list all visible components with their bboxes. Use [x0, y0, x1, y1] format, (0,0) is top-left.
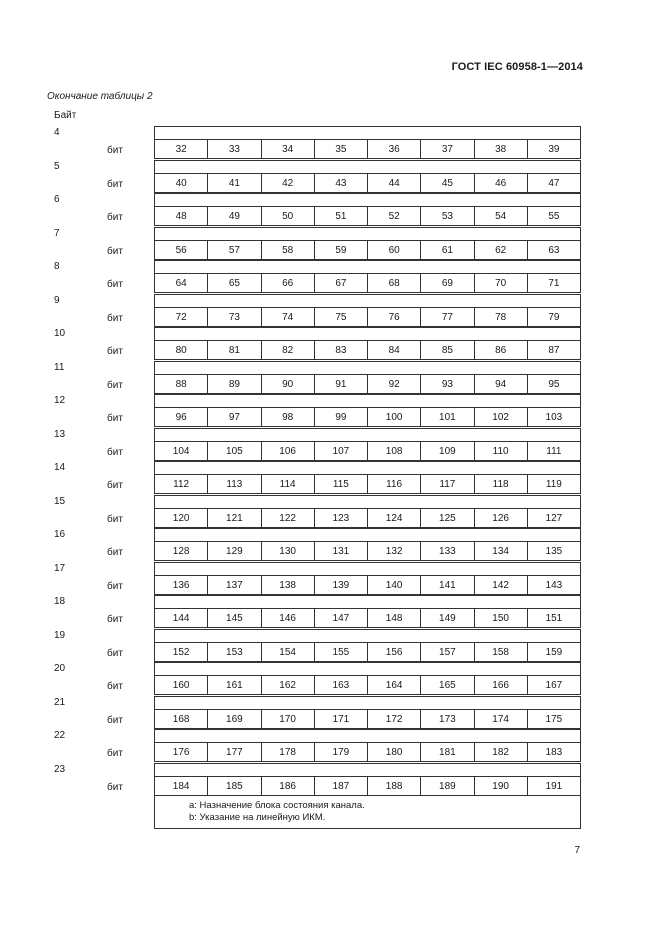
- bit-cell: 81: [207, 341, 260, 359]
- bit-cell: 141: [420, 576, 473, 594]
- bit-cell: 126: [474, 509, 527, 527]
- bit-cell: 69: [420, 274, 473, 292]
- bit-cell: 187: [314, 777, 367, 795]
- bit-cell: 172: [367, 710, 420, 728]
- bit-cell: 157: [420, 643, 473, 661]
- bit-number-row: [154, 206, 581, 226]
- bit-cell: 104: [172, 445, 190, 457]
- bit-cell: 156: [367, 643, 420, 661]
- byte-block: [54, 696, 581, 730]
- byte-block: [54, 528, 581, 562]
- bit-cell: 191: [527, 777, 580, 795]
- bit-cell: 186: [261, 777, 314, 795]
- bit-cell: 65: [207, 274, 260, 292]
- bit-row-label: бит: [107, 413, 123, 424]
- bit-row-label: бит: [107, 212, 123, 223]
- bit-cell: 147: [314, 609, 367, 627]
- bit-row-label: бит: [107, 714, 123, 726]
- bit-cell: 182: [474, 743, 527, 761]
- byte-number: 7: [54, 227, 60, 239]
- byte-block: [54, 126, 581, 160]
- bit-cell: 176: [172, 747, 190, 758]
- byte-number: 12: [54, 395, 66, 406]
- byte-block: [54, 327, 581, 361]
- bit-cell: 124: [367, 509, 420, 527]
- byte-value-row: [154, 729, 581, 742]
- bit-cell: 37: [420, 140, 473, 158]
- byte-value-row: [154, 662, 581, 675]
- bit-cell: 49: [207, 207, 260, 225]
- bit-cell: 168: [172, 713, 190, 725]
- byte-value-row: [154, 528, 581, 541]
- bit-row-label: бит: [107, 178, 123, 190]
- bit-cell: 97: [207, 408, 260, 426]
- byte-number: 17: [54, 562, 66, 574]
- bit-cell: 59: [314, 241, 367, 259]
- bit-cell: 127: [527, 509, 580, 527]
- bit-cell: 120: [172, 512, 190, 524]
- byte-block: [54, 629, 581, 663]
- bit-cell: 121: [207, 509, 260, 527]
- bit-number-row: [154, 173, 581, 193]
- bit-cell: 179: [314, 743, 367, 761]
- bit-number-row: [154, 407, 581, 427]
- bit-cell: 111: [527, 442, 580, 460]
- bit-cell: 99: [314, 408, 367, 426]
- byte-block: [54, 562, 581, 596]
- bit-cell: 148: [367, 609, 420, 627]
- bit-cell: 161: [207, 676, 260, 694]
- bit-cell: 53: [420, 207, 473, 225]
- bit-row-label: бит: [107, 446, 123, 458]
- bit-row-label: бит: [107, 647, 123, 659]
- bit-cell: 152: [172, 646, 190, 658]
- footnote: a: Назначение блока состояния канала.: [189, 800, 365, 811]
- bit-cell: 56: [175, 244, 187, 256]
- bit-cell: 138: [261, 576, 314, 594]
- bit-cell: 38: [474, 140, 527, 158]
- bit-cell: 110: [474, 442, 527, 460]
- bit-table: [54, 126, 581, 829]
- byte-number: 4: [54, 127, 60, 138]
- bit-cell: 36: [367, 140, 420, 158]
- bit-cell: 136: [172, 579, 190, 591]
- byte-block: [54, 763, 581, 797]
- bit-row-label: бит: [107, 312, 123, 324]
- bit-cell: 184: [172, 780, 190, 792]
- byte-value-row: [154, 193, 581, 206]
- bit-cell: 146: [261, 609, 314, 627]
- byte-value-row: [154, 428, 581, 441]
- byte-value-row: [154, 394, 581, 407]
- byte-value-row: [154, 294, 581, 307]
- bit-cell: 167: [527, 676, 580, 694]
- bit-cell: 178: [261, 743, 314, 761]
- bit-row-label: бит: [107, 346, 123, 357]
- bit-cell: 68: [367, 274, 420, 292]
- bit-cell: 134: [474, 542, 527, 560]
- bit-row-label: бит: [107, 547, 123, 558]
- bit-cell: 48: [175, 211, 187, 222]
- bit-cell: 158: [474, 643, 527, 661]
- bit-cell: 151: [527, 609, 580, 627]
- bit-number-row: [154, 675, 581, 695]
- bit-row-label: бит: [107, 279, 123, 290]
- bit-cell: 35: [314, 140, 367, 158]
- bit-cell: 73: [207, 308, 260, 326]
- bit-cell: 107: [314, 442, 367, 460]
- bit-row-label: бит: [107, 580, 123, 592]
- bit-cell: 39: [527, 140, 580, 158]
- bit-cell: 103: [527, 408, 580, 426]
- byte-block: [54, 294, 581, 328]
- byte-value-row: [154, 461, 581, 474]
- bit-cell: 77: [420, 308, 473, 326]
- bit-cell: 74: [261, 308, 314, 326]
- bit-number-row: [154, 139, 581, 159]
- bit-cell: 139: [314, 576, 367, 594]
- bit-cell: 149: [420, 609, 473, 627]
- bit-row-label: бит: [107, 513, 123, 525]
- bit-cell: 40: [175, 177, 187, 189]
- bit-cell: 118: [474, 475, 527, 493]
- bit-cell: 70: [474, 274, 527, 292]
- bit-row-label: бит: [107, 681, 123, 692]
- bit-cell: 133: [420, 542, 473, 560]
- bit-cell: 115: [314, 475, 367, 493]
- bit-cell: 170: [261, 710, 314, 728]
- byte-block: [54, 260, 581, 294]
- bit-number-row: [154, 541, 581, 561]
- bit-cell: 145: [207, 609, 260, 627]
- bit-cell: 106: [261, 442, 314, 460]
- bit-row-label: бит: [107, 614, 123, 625]
- bit-number-row: [154, 508, 581, 528]
- bit-cell: 188: [367, 777, 420, 795]
- bit-cell: 61: [420, 241, 473, 259]
- table-caption: Окончание таблицы 2: [47, 91, 153, 102]
- bit-cell: 185: [207, 777, 260, 795]
- bit-cell: 128: [172, 546, 190, 557]
- bit-cell: 137: [207, 576, 260, 594]
- bit-cell: 46: [474, 174, 527, 192]
- bit-cell: 129: [207, 542, 260, 560]
- bit-cell: 101: [420, 408, 473, 426]
- byte-number: 15: [54, 495, 66, 507]
- bit-cell: 88: [175, 378, 187, 390]
- bit-cell: 122: [261, 509, 314, 527]
- byte-value-row: [154, 160, 581, 173]
- table-footnotes: [154, 796, 581, 829]
- bit-cell: 84: [367, 341, 420, 359]
- bit-cell: 177: [207, 743, 260, 761]
- bit-number-row: [154, 273, 581, 293]
- bit-cell: 102: [474, 408, 527, 426]
- bit-cell: 116: [367, 475, 420, 493]
- bit-cell: 169: [207, 710, 260, 728]
- bit-cell: 123: [314, 509, 367, 527]
- byte-value-row: [154, 495, 581, 508]
- bit-cell: 119: [527, 475, 580, 493]
- bit-number-row: [154, 374, 581, 394]
- byte-block: [54, 361, 581, 395]
- bit-cell: 171: [314, 710, 367, 728]
- byte-value-row: [154, 260, 581, 273]
- bit-cell: 181: [420, 743, 473, 761]
- bit-cell: 173: [420, 710, 473, 728]
- bit-cell: 144: [172, 613, 190, 624]
- bit-number-row: [154, 340, 581, 360]
- byte-block: [54, 662, 581, 696]
- byte-block: [54, 495, 581, 529]
- bit-cell: 98: [261, 408, 314, 426]
- bit-cell: 91: [314, 375, 367, 393]
- byte-value-row: [154, 126, 581, 139]
- byte-value-row: [154, 763, 581, 776]
- bit-cell: 160: [172, 680, 190, 691]
- bit-cell: 45: [420, 174, 473, 192]
- byte-number: 10: [54, 328, 66, 339]
- bit-cell: 95: [527, 375, 580, 393]
- bit-cell: 132: [367, 542, 420, 560]
- bit-cell: 165: [420, 676, 473, 694]
- byte-value-row: [154, 696, 581, 709]
- byte-value-row: [154, 595, 581, 608]
- bit-cell: 174: [474, 710, 527, 728]
- byte-block: [54, 394, 581, 428]
- byte-number: 13: [54, 428, 66, 440]
- bit-number-row: [154, 776, 581, 796]
- bit-number-row: [154, 709, 581, 729]
- bit-cell: 114: [261, 475, 314, 493]
- bit-cell: 60: [367, 241, 420, 259]
- bit-cell: 57: [207, 241, 260, 259]
- bit-cell: 164: [367, 676, 420, 694]
- bit-cell: 44: [367, 174, 420, 192]
- bit-cell: 109: [420, 442, 473, 460]
- bit-cell: 189: [420, 777, 473, 795]
- bit-cell: 117: [420, 475, 473, 493]
- bit-number-row: [154, 608, 581, 628]
- bit-cell: 100: [367, 408, 420, 426]
- bit-cell: 41: [207, 174, 260, 192]
- byte-number: 9: [54, 294, 60, 306]
- byte-block: [54, 428, 581, 462]
- bit-cell: 42: [261, 174, 314, 192]
- bit-row-label: бит: [107, 145, 123, 156]
- bit-cell: 32: [175, 144, 187, 155]
- byte-number: 6: [54, 194, 60, 205]
- bit-cell: 43: [314, 174, 367, 192]
- bit-row-label: бит: [107, 480, 123, 491]
- bit-cell: 108: [367, 442, 420, 460]
- byte-number: 11: [54, 361, 65, 373]
- byte-number: 23: [54, 763, 66, 775]
- bit-cell: 89: [207, 375, 260, 393]
- bit-number-row: [154, 742, 581, 762]
- bit-row-label: бит: [107, 781, 123, 793]
- bit-cell: 64: [175, 278, 187, 289]
- bit-cell: 94: [474, 375, 527, 393]
- bit-cell: 162: [261, 676, 314, 694]
- bit-cell: 135: [527, 542, 580, 560]
- byte-value-row: [154, 562, 581, 575]
- bit-cell: 50: [261, 207, 314, 225]
- bit-cell: 76: [367, 308, 420, 326]
- bit-cell: 90: [261, 375, 314, 393]
- byte-block: [54, 193, 581, 227]
- byte-value-row: [154, 361, 581, 374]
- byte-block: [54, 729, 581, 763]
- byte-number: 14: [54, 462, 66, 473]
- document-standard-id: ГОСТ IEC 60958-1—2014: [451, 61, 583, 73]
- bit-cell: 34: [261, 140, 314, 158]
- bit-row-label: бит: [107, 245, 123, 257]
- bit-cell: 93: [420, 375, 473, 393]
- bit-cell: 113: [207, 475, 260, 493]
- bit-cell: 131: [314, 542, 367, 560]
- bit-cell: 79: [527, 308, 580, 326]
- byte-number: 18: [54, 596, 66, 607]
- bit-cell: 75: [314, 308, 367, 326]
- bit-cell: 130: [261, 542, 314, 560]
- bit-number-row: [154, 240, 581, 260]
- bit-cell: 166: [474, 676, 527, 694]
- bit-cell: 85: [420, 341, 473, 359]
- bit-cell: 33: [207, 140, 260, 158]
- byte-value-row: [154, 227, 581, 240]
- bit-number-row: [154, 307, 581, 327]
- bit-cell: 83: [314, 341, 367, 359]
- bit-cell: 96: [175, 412, 187, 423]
- bit-cell: 163: [314, 676, 367, 694]
- bit-cell: 72: [175, 311, 187, 323]
- bit-cell: 82: [261, 341, 314, 359]
- bit-cell: 154: [261, 643, 314, 661]
- bit-cell: 125: [420, 509, 473, 527]
- bit-number-row: [154, 642, 581, 662]
- bit-cell: 78: [474, 308, 527, 326]
- byte-number: 22: [54, 730, 66, 741]
- byte-number: 21: [54, 696, 66, 708]
- bit-cell: 66: [261, 274, 314, 292]
- footnote: b: Указание на линейную ИКМ.: [189, 812, 326, 823]
- bit-cell: 150: [474, 609, 527, 627]
- bit-cell: 80: [175, 345, 187, 356]
- bit-cell: 143: [527, 576, 580, 594]
- bit-cell: 67: [314, 274, 367, 292]
- bit-cell: 105: [207, 442, 260, 460]
- byte-value-row: [154, 629, 581, 642]
- bit-cell: 153: [207, 643, 260, 661]
- bit-cell: 190: [474, 777, 527, 795]
- byte-number: 8: [54, 261, 60, 272]
- bit-cell: 155: [314, 643, 367, 661]
- bit-cell: 62: [474, 241, 527, 259]
- byte-column-header: Байт: [54, 110, 77, 121]
- page-number: 7: [574, 845, 580, 856]
- byte-number: 5: [54, 160, 60, 172]
- bit-cell: 87: [527, 341, 580, 359]
- bit-row-label: бит: [107, 748, 123, 759]
- bit-cell: 71: [527, 274, 580, 292]
- byte-value-row: [154, 327, 581, 340]
- byte-block: [54, 227, 581, 261]
- bit-cell: 112: [173, 479, 190, 490]
- bit-cell: 63: [527, 241, 580, 259]
- byte-block: [54, 595, 581, 629]
- bit-cell: 159: [527, 643, 580, 661]
- byte-block: [54, 461, 581, 495]
- bit-cell: 51: [314, 207, 367, 225]
- bit-cell: 180: [367, 743, 420, 761]
- byte-block: [54, 160, 581, 194]
- bit-cell: 58: [261, 241, 314, 259]
- bit-cell: 54: [474, 207, 527, 225]
- bit-cell: 92: [367, 375, 420, 393]
- byte-number: 19: [54, 629, 66, 641]
- bit-row-label: бит: [107, 379, 123, 391]
- bit-number-row: [154, 441, 581, 461]
- bit-cell: 183: [527, 743, 580, 761]
- bit-cell: 140: [367, 576, 420, 594]
- bit-cell: 52: [367, 207, 420, 225]
- bit-cell: 47: [527, 174, 580, 192]
- byte-number: 16: [54, 529, 66, 540]
- byte-number: 20: [54, 663, 66, 674]
- bit-cell: 55: [527, 207, 580, 225]
- bit-number-row: [154, 575, 581, 595]
- bit-cell: 175: [527, 710, 580, 728]
- bit-number-row: [154, 474, 581, 494]
- bit-cell: 86: [474, 341, 527, 359]
- bit-cell: 142: [474, 576, 527, 594]
